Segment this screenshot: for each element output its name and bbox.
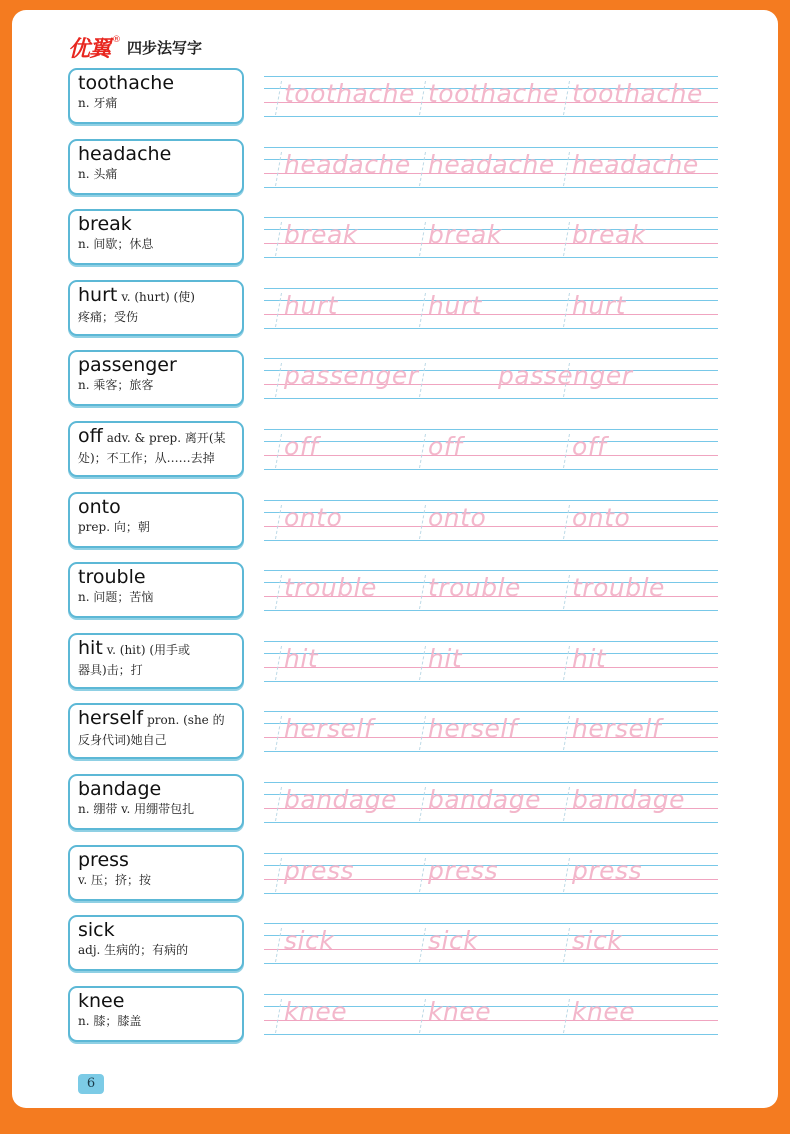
word-text: passenger [78, 354, 177, 377]
trace-word: trouble [284, 573, 377, 603]
word-card [68, 703, 244, 759]
tracing-area[interactable] [266, 220, 720, 260]
trace-word: hit [428, 643, 463, 673]
trace-word: onto [284, 502, 343, 532]
trace-word: off [284, 432, 319, 461]
word-meaning: v. 压；挤；按 [78, 872, 151, 887]
word-meaning: 处)；不工作；从……去掉 [78, 451, 215, 465]
word-card [68, 280, 244, 336]
word-text: headache [78, 142, 172, 165]
trace-word: break [428, 220, 502, 250]
trace-word: press [284, 855, 355, 885]
trace-word: sick [428, 926, 479, 956]
trace-word: sick [284, 926, 335, 956]
tracing-area[interactable] [266, 785, 720, 825]
tracing-area[interactable] [266, 644, 720, 684]
page-header [68, 32, 202, 63]
page-subtitle: 四步法写字 [127, 39, 203, 57]
trace-word: toothache [572, 79, 703, 108]
trace-word: knee [572, 996, 636, 1026]
word-card [68, 633, 244, 689]
vocabulary-row [68, 703, 728, 765]
tracing-area[interactable] [266, 361, 720, 401]
trace-word: off [572, 432, 607, 461]
brand-logo: 优翼 [68, 37, 111, 62]
word-meaning: n. 问题；苦恼 [78, 590, 154, 605]
trace-word: bandage [284, 785, 397, 814]
word-text: break [78, 213, 132, 236]
vocabulary-row [68, 774, 728, 836]
word-meaning-inline: v. (hit) (用手或 [106, 642, 191, 657]
tracing-area[interactable] [266, 926, 720, 966]
word-text: knee [78, 989, 125, 1012]
vocabulary-row [68, 209, 728, 271]
word-meaning: 器具)击；打 [78, 662, 143, 677]
word-meaning: n. 牙痛 [78, 96, 118, 110]
trace-word: trouble [572, 573, 665, 603]
trace-word: toothache [284, 79, 415, 108]
trace-word: herself [284, 714, 374, 744]
trace-word: break [572, 220, 646, 250]
word-card [68, 492, 244, 548]
trace-word: break [284, 220, 358, 250]
trace-word: press [572, 855, 643, 885]
vocabulary-row [68, 845, 728, 907]
vocabulary-row [68, 915, 728, 977]
word-text: bandage [78, 778, 162, 800]
trace-word: knee [428, 996, 492, 1026]
vocabulary-row [68, 68, 728, 130]
word-meaning-inline: adv. & prep. 离开(某 [106, 431, 226, 445]
trace-word: headache [572, 149, 699, 179]
trace-word: headache [428, 149, 555, 179]
tracing-area[interactable] [266, 997, 720, 1037]
trace-word: knee [284, 996, 348, 1026]
word-card [68, 845, 244, 901]
tracing-area[interactable] [266, 573, 720, 613]
word-text: press [78, 848, 129, 871]
tracing-area[interactable] [266, 856, 720, 896]
word-meaning: 疼痛；受伤 [78, 309, 139, 324]
trace-word: passenger [284, 361, 419, 391]
trace-word: toothache [428, 79, 559, 108]
vocabulary-row [68, 633, 728, 695]
vocabulary-row [68, 350, 728, 412]
trace-word: hurt [428, 290, 482, 320]
tracing-area[interactable] [266, 714, 720, 754]
tracing-area[interactable] [266, 79, 720, 119]
word-text: sick [78, 919, 115, 942]
word-text: hurt [78, 283, 118, 306]
registered-mark: ® [112, 34, 122, 45]
word-meaning: n. 绷带 v. 用绷带包扎 [78, 802, 195, 816]
vocabulary-row [68, 986, 728, 1048]
word-text: onto [78, 495, 121, 518]
word-text: off [78, 425, 103, 447]
word-card [68, 139, 244, 195]
trace-word: bandage [428, 785, 541, 814]
trace-word: hurt [284, 290, 338, 320]
vocabulary-row [68, 562, 728, 624]
vocabulary-row [68, 492, 728, 554]
word-meaning: n. 间歇；休息 [78, 237, 154, 252]
word-text: herself [78, 707, 144, 730]
word-card [68, 68, 244, 124]
word-meaning-inline: pron. (she 的 [147, 713, 225, 728]
word-card [68, 350, 244, 406]
word-card [68, 209, 244, 265]
vocabulary-row [68, 421, 728, 483]
workbook-page [12, 10, 778, 1108]
trace-word: headache [284, 149, 411, 179]
trace-word: onto [572, 502, 631, 532]
word-text: hit [78, 636, 103, 659]
trace-word: trouble [428, 573, 521, 603]
word-card [68, 421, 244, 477]
tracing-area[interactable] [266, 291, 720, 331]
trace-word: onto [428, 502, 487, 532]
word-meaning: n. 乘客；旅客 [78, 378, 154, 393]
word-card [68, 774, 244, 830]
trace-word: herself [428, 714, 518, 744]
word-meaning-inline: v. (hurt) (使) [121, 289, 195, 304]
trace-word: press [428, 855, 499, 885]
word-meaning: adj. 生病的；有病的 [78, 943, 189, 958]
trace-word: off [428, 432, 463, 461]
word-meaning: 反身代词)她自己 [78, 733, 167, 748]
trace-word: herself [572, 714, 662, 744]
trace-word: hit [284, 643, 319, 673]
trace-word: passenger [498, 361, 633, 391]
word-card [68, 986, 244, 1042]
word-text: toothache [78, 72, 175, 94]
trace-word: hurt [572, 290, 626, 320]
tracing-area[interactable] [266, 503, 720, 543]
word-meaning: prep. 向；朝 [78, 519, 150, 534]
tracing-area[interactable] [266, 150, 720, 190]
tracing-area[interactable] [266, 432, 720, 472]
word-card [68, 915, 244, 971]
vocabulary-row [68, 139, 728, 201]
trace-word: hit [572, 643, 607, 673]
word-meaning: n. 膝；膝盖 [78, 1013, 142, 1028]
word-meaning: n. 头痛 [78, 166, 118, 181]
trace-word: bandage [572, 785, 685, 814]
word-text: trouble [78, 566, 146, 589]
page-number: 6 [78, 1074, 104, 1094]
trace-word: sick [572, 926, 623, 956]
word-card [68, 562, 244, 618]
vocabulary-row [68, 280, 728, 342]
